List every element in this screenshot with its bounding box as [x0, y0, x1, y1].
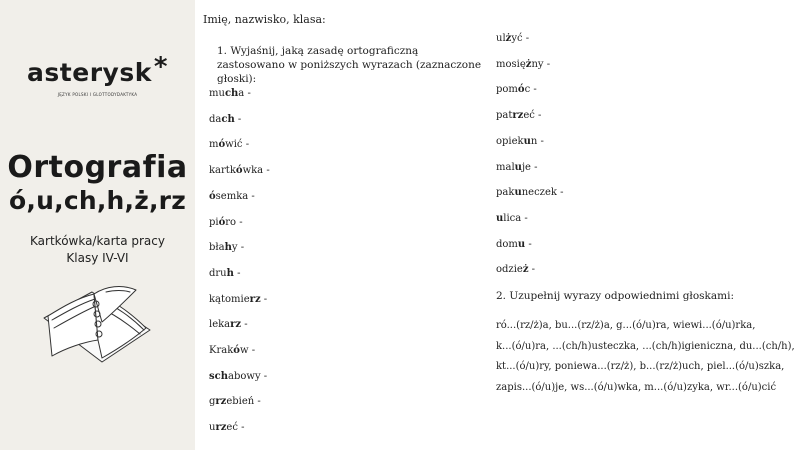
word-highlight: u — [514, 187, 522, 199]
word-highlight: rz — [215, 396, 227, 408]
title-line-2: ó,u,ch,h,ż,rz — [9, 186, 186, 215]
word-suffix: c - — [524, 84, 537, 96]
word-suffix: wić - — [225, 139, 250, 151]
word-suffix: - — [234, 113, 242, 125]
word-suffix: lica - — [503, 212, 528, 224]
word-suffix: a - — [238, 88, 251, 99]
word-suffix: eć - — [523, 110, 542, 122]
word-suffix: - — [528, 264, 536, 276]
word-prefix: da — [209, 113, 222, 125]
word-suffix: ro - — [225, 216, 243, 228]
word-item — [209, 422, 244, 433]
word-item — [209, 371, 267, 382]
exercise-line: k...(ó/u)ra, ...(ch/h)usteczka, ...(ch/h)igieniczna, du...(ch/h), — [496, 340, 795, 352]
word-item — [496, 33, 529, 44]
word-prefix: Krak — [209, 345, 234, 356]
word-prefix: opiek — [496, 135, 524, 147]
word-item — [496, 162, 538, 173]
word-highlight: ó — [233, 345, 240, 356]
word-highlight: ż — [505, 33, 512, 44]
word-prefix: dom — [496, 238, 518, 250]
word-prefix: mu — [209, 88, 225, 99]
word-suffix: - — [233, 267, 241, 279]
word-suffix: eć - — [226, 422, 245, 434]
word-suffix: - — [525, 238, 532, 250]
word-item — [209, 114, 241, 125]
word-suffix: yć - — [511, 33, 530, 44]
word-suffix: ebień - — [226, 396, 261, 408]
exercise-line: kt...(ó/u)ry, poniewa...(rz/ż), b...(rz/ż)uch, piel...(ó/u)szka, — [496, 361, 785, 372]
word-item — [496, 239, 532, 250]
logo-text: asterysk — [27, 58, 152, 87]
word-item — [209, 88, 251, 99]
word-item — [209, 294, 267, 305]
word-highlight: rz — [512, 110, 524, 122]
word-prefix: kartk — [209, 165, 236, 177]
word-highlight: sch — [209, 370, 228, 382]
word-item — [496, 110, 541, 121]
word-highlight: rz — [249, 293, 261, 305]
subtitle-grades: Klasy IV-VI — [66, 251, 129, 265]
word-prefix: pat — [496, 110, 513, 122]
word-suffix: neczek - — [521, 187, 564, 199]
word-item — [496, 84, 537, 95]
word-highlight: rz — [230, 319, 242, 331]
word-item — [209, 319, 248, 330]
word-highlight: ż — [522, 264, 529, 276]
word-item — [496, 187, 563, 198]
word-suffix: - — [241, 319, 248, 331]
word-suffix: ny - — [531, 58, 551, 70]
word-suffix: wka - — [242, 165, 270, 177]
word-item — [209, 345, 255, 356]
word-suffix: semka - — [215, 190, 255, 202]
word-prefix: u — [209, 422, 216, 434]
word-item — [209, 396, 261, 407]
word-highlight: u — [514, 161, 522, 173]
word-prefix: leka — [209, 319, 231, 331]
word-item — [209, 165, 270, 176]
word-item — [209, 139, 249, 150]
word-item — [496, 136, 544, 147]
word-highlight: rz — [215, 422, 227, 434]
word-prefix: bła — [209, 242, 225, 254]
word-highlight: ó — [218, 216, 226, 228]
word-item — [496, 59, 550, 70]
word-highlight: ó — [209, 190, 216, 202]
logo-star: * — [153, 52, 168, 82]
word-item — [209, 242, 244, 253]
word-prefix: ul — [496, 33, 506, 44]
word-prefix: pi — [209, 216, 219, 228]
word-item — [209, 268, 240, 279]
name-label: Imię, nazwisko, klasa: — [203, 13, 326, 26]
word-prefix: mosię — [496, 58, 526, 70]
word-highlight: ch — [224, 88, 239, 99]
word-item — [209, 217, 243, 228]
question-1: 1. Wyjaśnij, jaką zasadę ortograficzną zastosowano w poniższych wyrazach (zaznaczone głoski): — [217, 45, 482, 85]
title-line-1: Ortografia — [7, 150, 188, 185]
word-prefix: odzie — [496, 264, 523, 276]
word-highlight: ó — [517, 84, 525, 96]
word-prefix: g — [209, 396, 216, 408]
asterysk-logo — [0, 52, 195, 87]
exercise-line: ró...(rz/ż)a, bu...(rz/ż)a, g...(ó/u)ra, wiewi...(ó/u)rka, — [496, 320, 756, 331]
word-prefix: m — [209, 139, 219, 151]
word-suffix: abowy - — [228, 370, 268, 382]
word-item — [496, 213, 528, 224]
word-prefix: pak — [496, 187, 515, 199]
word-highlight: u — [517, 238, 526, 250]
word-highlight: ó — [235, 165, 243, 177]
word-highlight: h — [226, 267, 234, 279]
word-highlight: h — [224, 242, 232, 254]
question-2: 2. Uzupełnij wyrazy odpowiednimi głoskami: — [496, 290, 735, 302]
word-suffix: y - — [231, 242, 245, 254]
word-highlight: ż — [525, 58, 532, 70]
word-suffix: n - — [530, 135, 544, 147]
word-suffix: je - — [521, 161, 538, 173]
word-prefix: kątomie — [209, 293, 250, 305]
word-suffix: - — [260, 293, 268, 305]
word-suffix: w - — [239, 345, 256, 356]
subtitle-type: Kartkówka/karta pracy — [30, 234, 165, 248]
word-highlight: ch — [221, 113, 235, 125]
worksheet-content — [195, 0, 810, 450]
word-prefix: mal — [496, 161, 515, 173]
word-highlight: u — [496, 212, 504, 224]
logo-subtitle: JĘZYK POLSKI I GLOTTODYDAKTYKA — [57, 92, 138, 97]
word-highlight: ó — [218, 139, 226, 151]
exercise-line: zapis...(ó/u)je, ws...(ó/u)wka, m...(ó/u)zyka, wr...(ó/u)cić — [496, 381, 777, 393]
open-book-icon — [40, 278, 160, 364]
sidebar-panel — [0, 0, 195, 450]
word-prefix: dru — [209, 267, 227, 279]
word-prefix: pom — [496, 84, 518, 96]
word-highlight: u — [523, 135, 531, 147]
word-item — [209, 191, 255, 202]
word-item — [496, 264, 535, 275]
